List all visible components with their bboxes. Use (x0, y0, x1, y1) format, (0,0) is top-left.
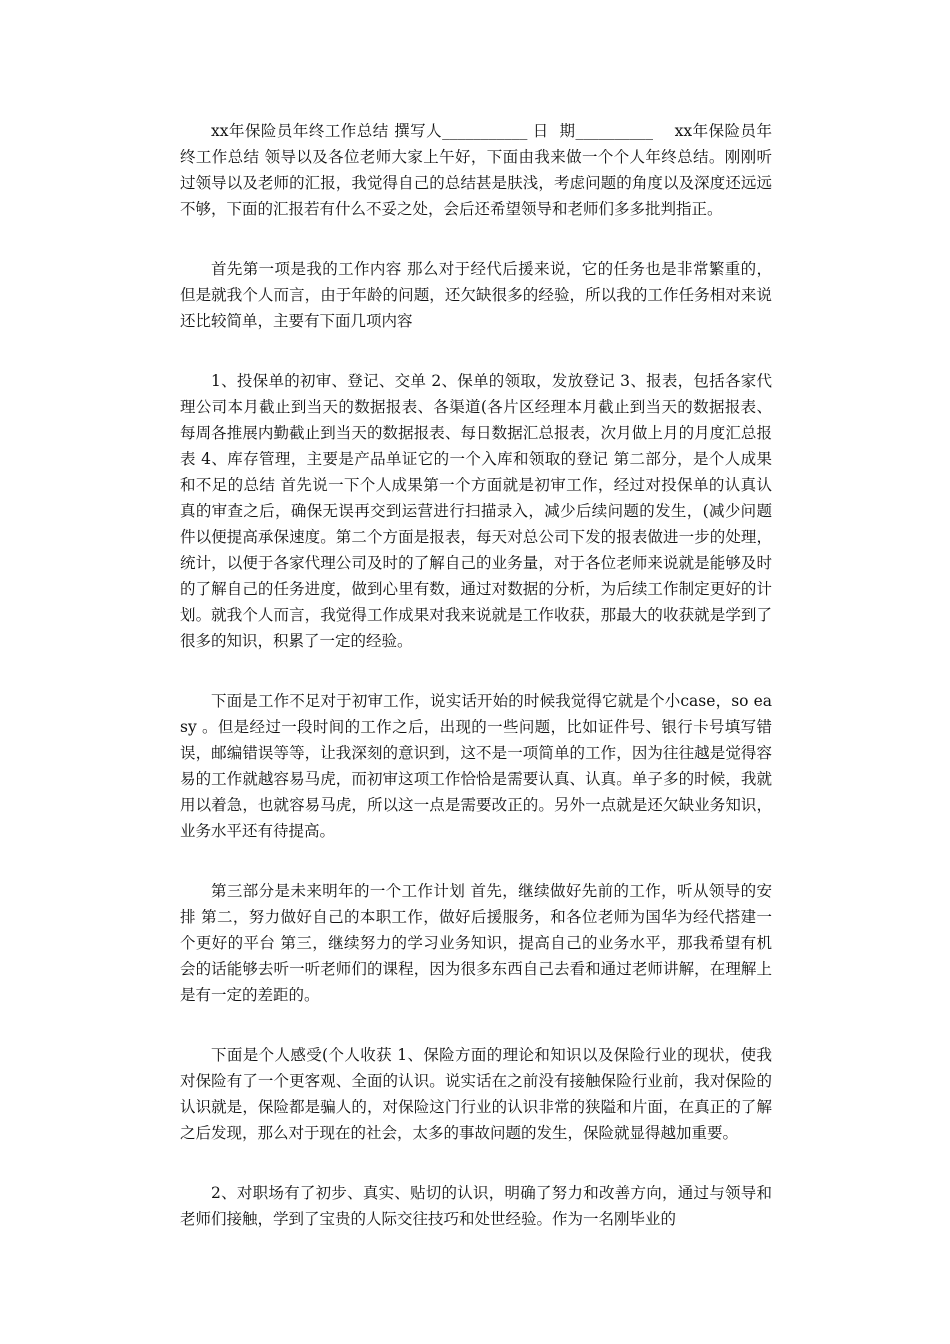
paragraph-shortcomings: 下面是工作不足对于初审工作，说实话开始的时候我觉得它就是个小case，so easy 。但是经过一段时间的工作之后，出现的一些问题，比如证件号、银行卡号填写错误，邮编错误等等，让我深刻的意识到，这不是一项简单的工作，因为往往越是觉得容易的工作就越容易马虎，而初审这项工作恰恰是需要认真、认真。单子多的时候，我就用以着急，也就容易马虎，所以这一点是需要改正的。另外一点就是还欠缺业务知识，业务水平还有待提高。 (180, 692, 772, 840)
paragraph-task-list: 1、投保单的初审、登记、交单 2、保单的领取，发放登记 3、报表，包括各家代理公司本月截止到当天的数据报表、各渠道(各片区经理本月截止到当天的数据报表、每周各推展内勤截止到当天的数据报表、每日数据汇总报表，次月做上月的月度汇总报表 4、库存管理，主要是产品单证它的一个入库和领取的登记 第二部分，是个人成果和不足的总结 首先说一下个人成果第一个方面就是初审工作，经过对投保单的认真认真的审查之后，确保无误再交到运营进行扫描录入，减少后续问题的发生，(减少问题件以便提高承保速度。第二个方面是报表，每天对总公司下发的报表做进一步的处理，统计，以便于各家代理公司及时的了解自己的业务量，对于各位老师来说就是能够及时的了解自己的任务进度，做到心里有数，通过对数据的分析，为后续工作制定更好的计划。就我个人而言，我觉得工作成果对我来说就是工作收获，那最大的收获就是学到了很多的知识，积累了一定的经验。 (180, 372, 772, 650)
document-body (180, 118, 772, 1232)
paragraph-intro: xx年保险员年终工作总结 撰写人___________ 日 期__________ xx年保险员年终工作总结 领导以及各位老师大家上午好，下面由我来做一个个人年终总结。刚刚听过领导以及老师的汇报，我觉得自己的总结甚是肤浅，考虑问题的角度以及深度还远远不够，下面的汇报若有什么不妥之处，会后还希望领导和老师们多多批判指正。 (180, 122, 772, 218)
paragraph-next-year-plan: 第三部分是未来明年的一个工作计划 首先，继续做好先前的工作，听从领导的安排 第二，努力做好自己的本职工作，做好后援服务，和各位老师为国华为经代搭建一个更好的平台 第三，继续努力的学习业务知识，提高自己的业务水平，那我希望有机会的话能够去听一听老师们的课程，因为很多东西自己去看和通过老师讲解，在理解上是有一定的差距的。 (180, 882, 772, 1004)
paragraph-workplace-understanding: 2、对职场有了初步、真实、贴切的认识，明确了努力和改善方向，通过与领导和老师们接触，学到了宝贵的人际交往技巧和处世经验。作为一名刚毕业的 (180, 1184, 772, 1228)
paragraph-work-content: 首先第一项是我的工作内容 那么对于经代后援来说，它的任务也是非常繁重的，但是就我个人而言，由于年龄的问题，还欠缺很多的经验，所以我的工作任务相对来说还比较简单，主要有下面几项内容 (180, 260, 772, 330)
paragraph-personal-feelings: 下面是个人感受(个人收获 1、保险方面的理论和知识以及保险行业的现状，使我对保险有了一个更客观、全面的认识。说实话在之前没有接触保险行业前，我对保险的认识就是，保险都是骗人的，对保险这门行业的认识非常的狭隘和片面，在真正的了解之后发现，那么对于现在的社会，太多的事故问题的发生，保险就显得越加重要。 (180, 1046, 772, 1142)
